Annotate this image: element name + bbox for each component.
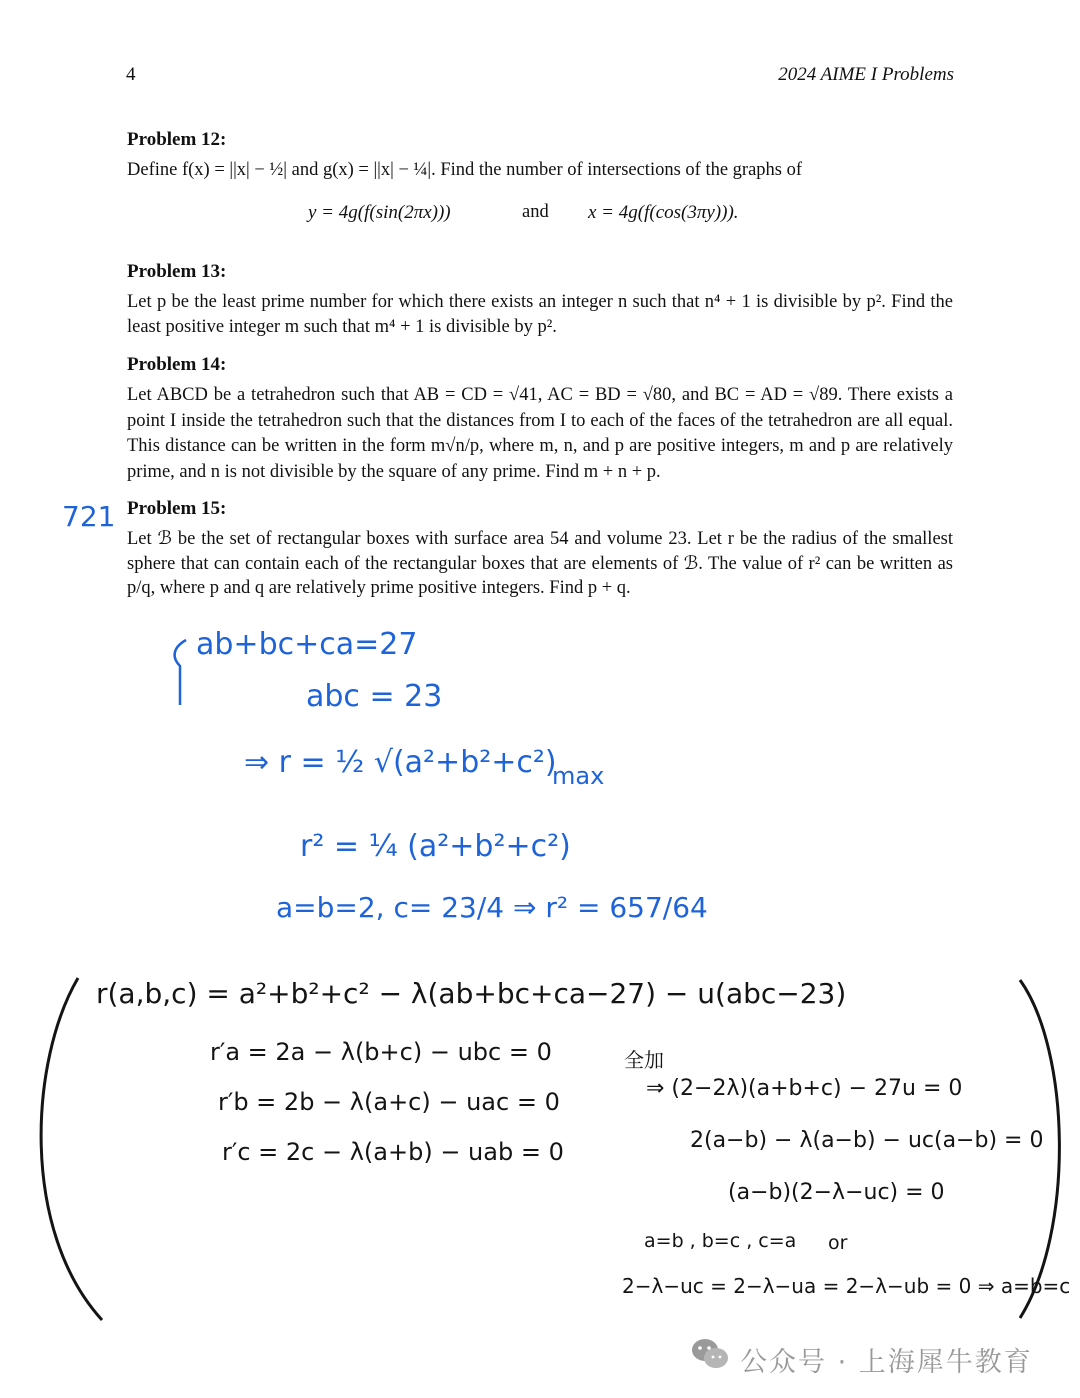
- hw-eq-surface: ab+bc+ca=27: [196, 627, 418, 662]
- margin-answer-note: 721: [62, 500, 116, 533]
- hw-difference: 2(a−b) − λ(a−b) − uc(a−b) = 0: [690, 1128, 1044, 1153]
- hw-eq-r-squared: r² = ¼ (a²+b²+c²): [300, 829, 571, 864]
- wechat-icon: [690, 1336, 730, 1372]
- hw-partial-c: r′c = 2c − λ(a+b) − uab = 0: [222, 1138, 564, 1166]
- hw-partial-a: r′a = 2a − λ(b+c) − ubc = 0: [210, 1038, 552, 1066]
- hw-sum-note: 全加: [624, 1048, 664, 1072]
- hw-eq-volume: abc = 23: [306, 679, 443, 714]
- hw-cases: a=b , b=c , c=a: [644, 1230, 797, 1252]
- hw-or: or: [828, 1232, 848, 1254]
- problem-13-title: Problem 13:: [127, 261, 227, 282]
- hw-conclusion: 2−λ−uc = 2−λ−ua = 2−λ−ub = 0 ⇒ a=b=c: [622, 1274, 1071, 1298]
- page-number: 4: [126, 64, 136, 85]
- hw-max: max: [552, 762, 605, 790]
- problem-14-text: Let ABCD be a tetrahedron such that AB = CD = √41, AC = BD = √80, and BC = AD = √89. There exists a point I inside the tetrahedron such that the distances from I to each of the faces of the tetrahedron are all equal. This distance can be written in the form m√n/p, where m, n, and p are positive integers, m and p are relatively prime, and n is not divisible by the square of any prime. Find m + n + p.: [127, 385, 953, 482]
- hw-eq-solution: a=b=2, c= 23/4 ⇒ r² = 657/64: [276, 891, 708, 924]
- problem-13-text: Let p be the least prime number for which there exists an integer n such that n⁴ + 1 is divisible by p². Find the least positive integer m such that m⁴ + 1 is divisible by p².: [127, 292, 953, 337]
- left-big-paren: [41, 978, 102, 1320]
- hw-sum-result: ⇒ (2−2λ)(a+b+c) − 27u = 0: [646, 1076, 963, 1101]
- problem-12-equation-and: and: [522, 202, 549, 222]
- problem-14-title: Problem 14:: [127, 354, 227, 375]
- problem-15-title: Problem 15:: [127, 498, 227, 519]
- hw-lagrangian: r(a,b,c) = a²+b²+c² − λ(ab+bc+ca−27) − u(abc−23): [96, 977, 847, 1010]
- hw-partial-b: r′b = 2b − λ(a+c) − uac = 0: [218, 1088, 560, 1116]
- hw-eq-radius: ⇒ r = ½ √(a²+b²+c²): [244, 745, 557, 780]
- problem-12-equation-right: x = 4g(f(cos(3πy))).: [588, 202, 739, 223]
- problem-12-equation-left: y = 4g(f(sin(2πx))): [308, 202, 451, 223]
- problem-12-title: Problem 12:: [127, 129, 227, 150]
- blue-brace: [175, 640, 186, 705]
- page-header-title: 2024 AIME I Problems: [778, 64, 954, 85]
- problem-15-text: Let ℬ be the set of rectangular boxes with surface area 54 and volume 23. Let r be the radius of the smallest sphere that can contain each of the rectangular boxes that are elements of ℬ. The value of r² can be written as p/q, where p and q are relatively prime positive integers. Find p + q.: [127, 529, 953, 598]
- hw-factored: (a−b)(2−λ−uc) = 0: [728, 1180, 945, 1205]
- watermark-text: 公众号 · 上海犀牛教育: [740, 1347, 1033, 1378]
- problem-12-text: Define f(x) = ||x| − ½| and g(x) = ||x| − ¼|. Find the number of intersections of the graphs of: [127, 160, 803, 180]
